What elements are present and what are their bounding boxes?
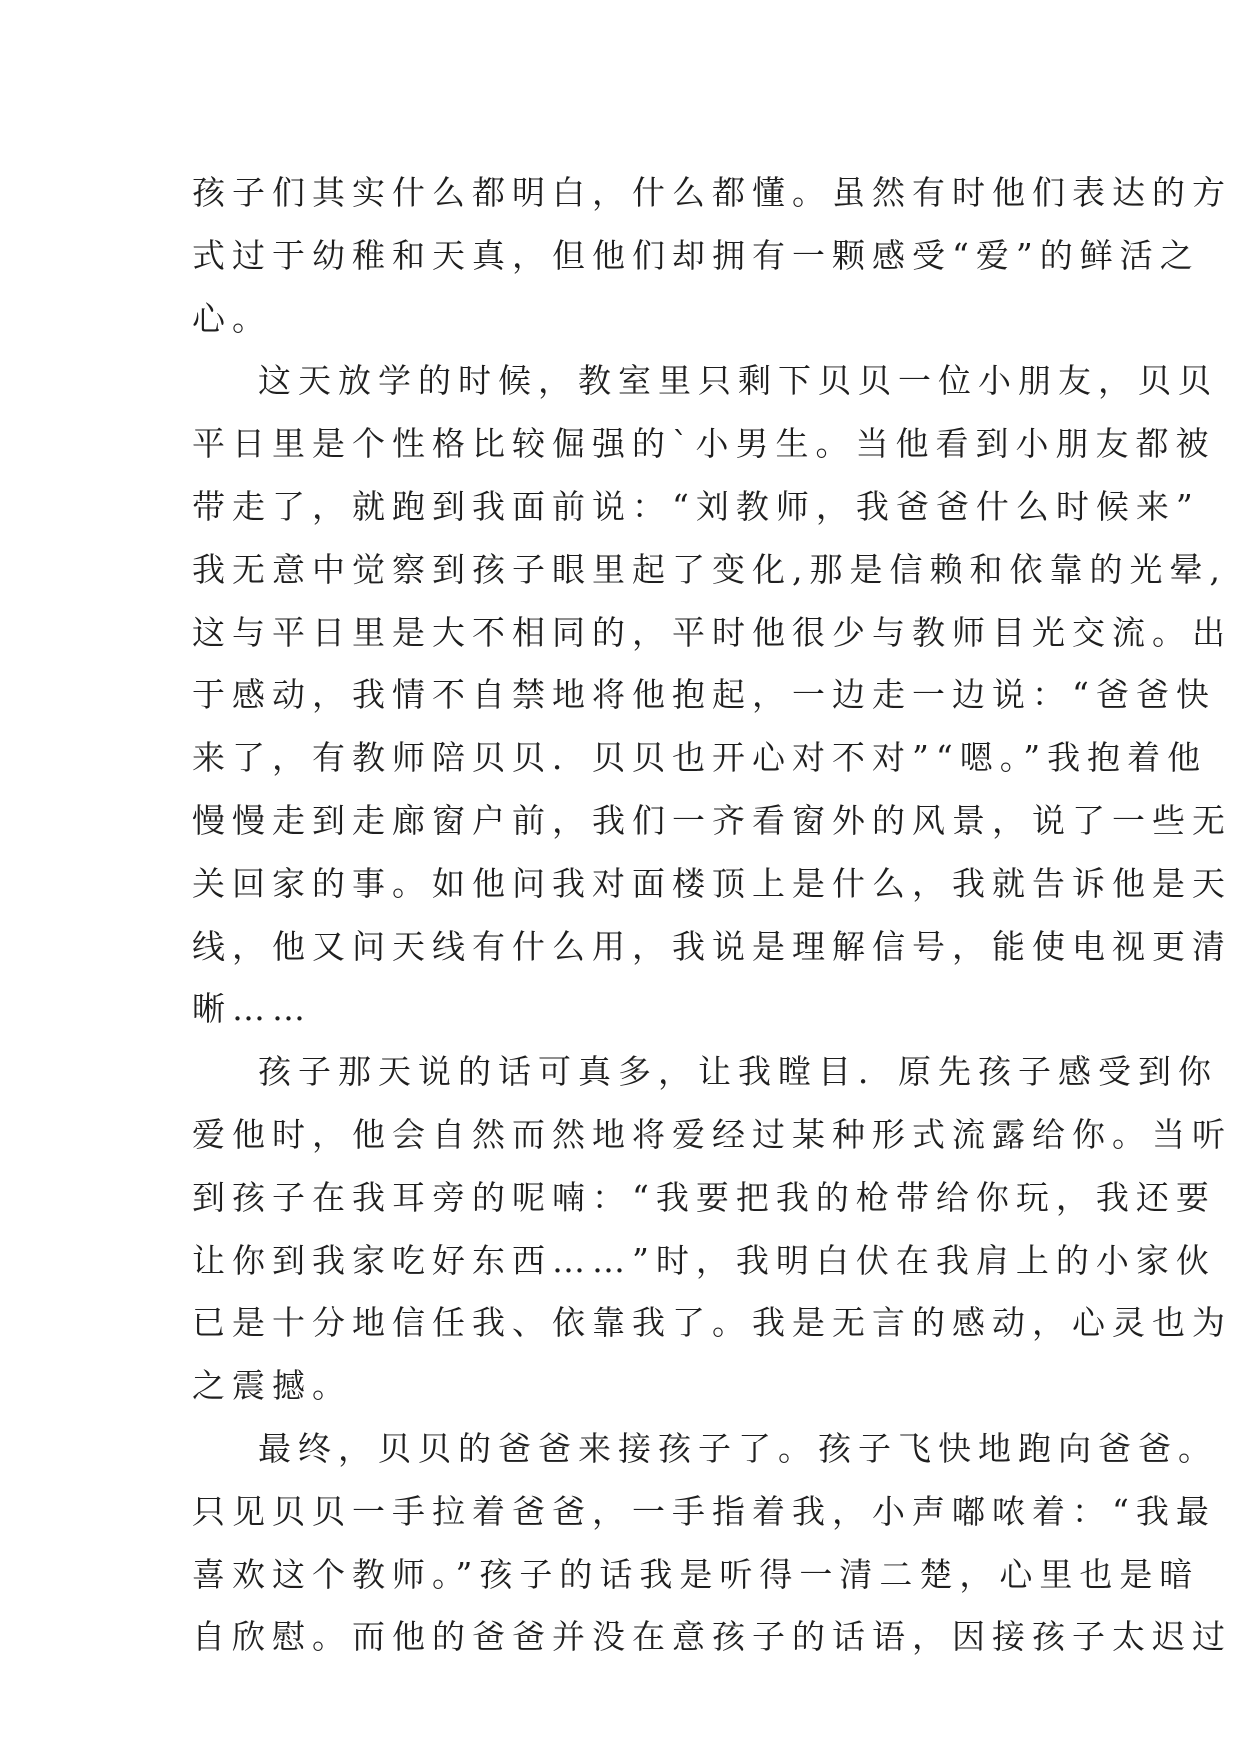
text-line: 只见贝贝一手拉着爸爸，一手指着我，小声嘟哝着：“我最: [192, 1491, 1216, 1531]
text-line: 式过于幼稚和天真，但他们却拥有一颗感受“爱”的鲜活之: [192, 235, 1200, 275]
paragraph-1: [192, 162, 1232, 350]
text-line: 关回家的事。如他问我对面楼顶上是什么，我就告诉他是天: [192, 863, 1232, 903]
text-line: 来了，有教师陪贝贝．贝贝也开心对不对”“嗯。”我抱着他: [192, 738, 1208, 778]
text-line: 这与平日里是大不相同的，平时他很少与教师目光交流。出: [192, 612, 1232, 652]
text-line: 自欣慰。而他的爸爸并没在意孩子的话语，因接孩子太迟过: [192, 1617, 1232, 1657]
text-line: 平日里是个性格比较倔强的`小男生。当他看到小朋友都被: [192, 424, 1216, 464]
text-line: 已是十分地信任我、依靠我了。我是无言的感动，心灵也为: [192, 1303, 1232, 1343]
body-text: [192, 162, 1232, 1669]
text-line: 让你到我家吃好东西……”时，我明白伏在我肩上的小家伙: [192, 1240, 1216, 1280]
text-line: 到孩子在我耳旁的呢喃：“我要把我的枪带给你玩，我还要: [192, 1177, 1216, 1217]
paragraph-3: [192, 1041, 1232, 1418]
text-line: 于感动，我情不自禁地将他抱起，一边走一边说：“爸爸快: [192, 675, 1216, 715]
text-line: 孩子们其实什么都明白，什么都懂。虽然有时他们表达的方: [192, 173, 1232, 212]
text-line: 之震撼。: [192, 1366, 352, 1406]
text-line: 这天放学的时候，教室里只剩下贝贝一位小朋友，贝贝: [258, 361, 1218, 401]
paragraph-4: [192, 1418, 1232, 1669]
text-line: 爱他时，他会自然而然地将爱经过某种形式流露给你。当听: [192, 1114, 1232, 1154]
text-line: 喜欢这个教师。”孩子的话我是听得一清二楚，心里也是暗: [192, 1554, 1200, 1594]
text-line: 孩子那天说的话可真多，让我瞠目．原先孩子感受到你: [258, 1052, 1218, 1092]
text-line: 线，他又问天线有什么用，我说是理解信号，能使电视更清: [192, 926, 1232, 966]
text-line: 带走了，就跑到我面前说：“刘教师，我爸爸什么时候来”: [192, 486, 1200, 526]
text-line: 晰……: [192, 989, 312, 1029]
text-line: 最终，贝贝的爸爸来接孩子了。孩子飞快地跑向爸爸。: [258, 1428, 1218, 1468]
paragraph-2: [192, 350, 1232, 1041]
text-line: 心。: [192, 298, 272, 338]
text-line: 我无意中觉察到孩子眼里起了变化,那是信赖和依靠的光晕,: [192, 549, 1227, 589]
text-line: 慢慢走到走廊窗户前，我们一齐看窗外的风景，说了一些无: [192, 800, 1232, 840]
